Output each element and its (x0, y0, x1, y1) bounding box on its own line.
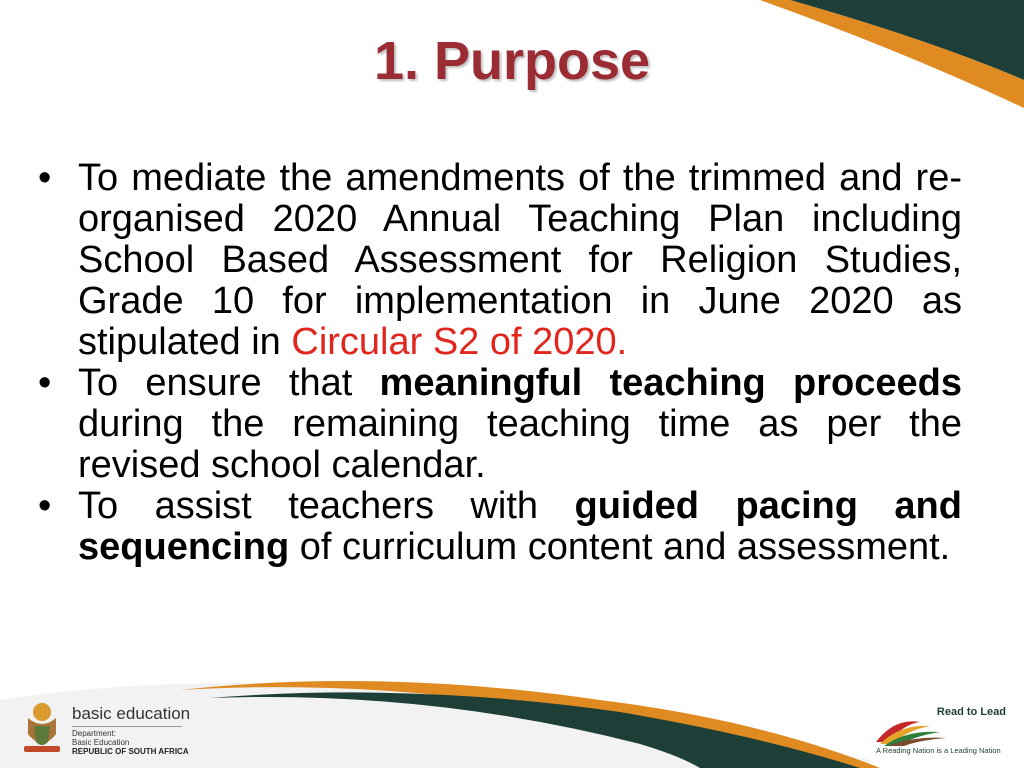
bullet-text-segment: To mediate the amendments of the trimmed and re-organised 2020 Annual Teaching Plan including School Based Assessment for Religion Studies, Grade 10 for implementation in June 2020 as stipulated in (78, 157, 962, 363)
bullet-text-segment: guided pacing and sequencing (78, 485, 962, 568)
logo-main-text: basic education (72, 704, 191, 723)
logo-divider (72, 726, 182, 727)
bullet-text-segment: meaningful teaching proceeds (379, 362, 962, 404)
book-swoosh-icon (874, 712, 946, 746)
bullet-text-segment: during the remaining teaching time as per the revised school calendar. (78, 403, 962, 486)
logo-title: Read to Lead (936, 706, 1006, 718)
basic-education-logo (20, 700, 210, 756)
bullet-item (30, 363, 962, 486)
bullet-marker: • (38, 362, 52, 404)
logo-tagline: A Reading Nation is a Leading Nation (876, 746, 1001, 755)
logo-line2: Basic Education (72, 738, 130, 747)
bullet-text-segment: of curriculum content and assessment. (289, 526, 951, 568)
bullet-marker: • (38, 157, 52, 199)
bullet-marker: • (38, 485, 52, 527)
bullet-text-segment: Circular S2 of 2020. (291, 321, 628, 363)
bullet-text-segment: To assist teachers with (78, 485, 575, 527)
slide-title: 1. Purpose (373, 31, 651, 91)
bullet-item (30, 486, 962, 568)
bullet-text-segment: To ensure that (78, 362, 380, 404)
logo-line1: Department: (72, 729, 117, 738)
coat-of-arms-icon (20, 700, 64, 754)
logo-line3: REPUBLIC OF SOUTH AFRICA (72, 747, 189, 756)
read-to-lead-logo (872, 700, 1012, 760)
bullet-item (30, 158, 962, 363)
bullet-list (30, 158, 962, 568)
